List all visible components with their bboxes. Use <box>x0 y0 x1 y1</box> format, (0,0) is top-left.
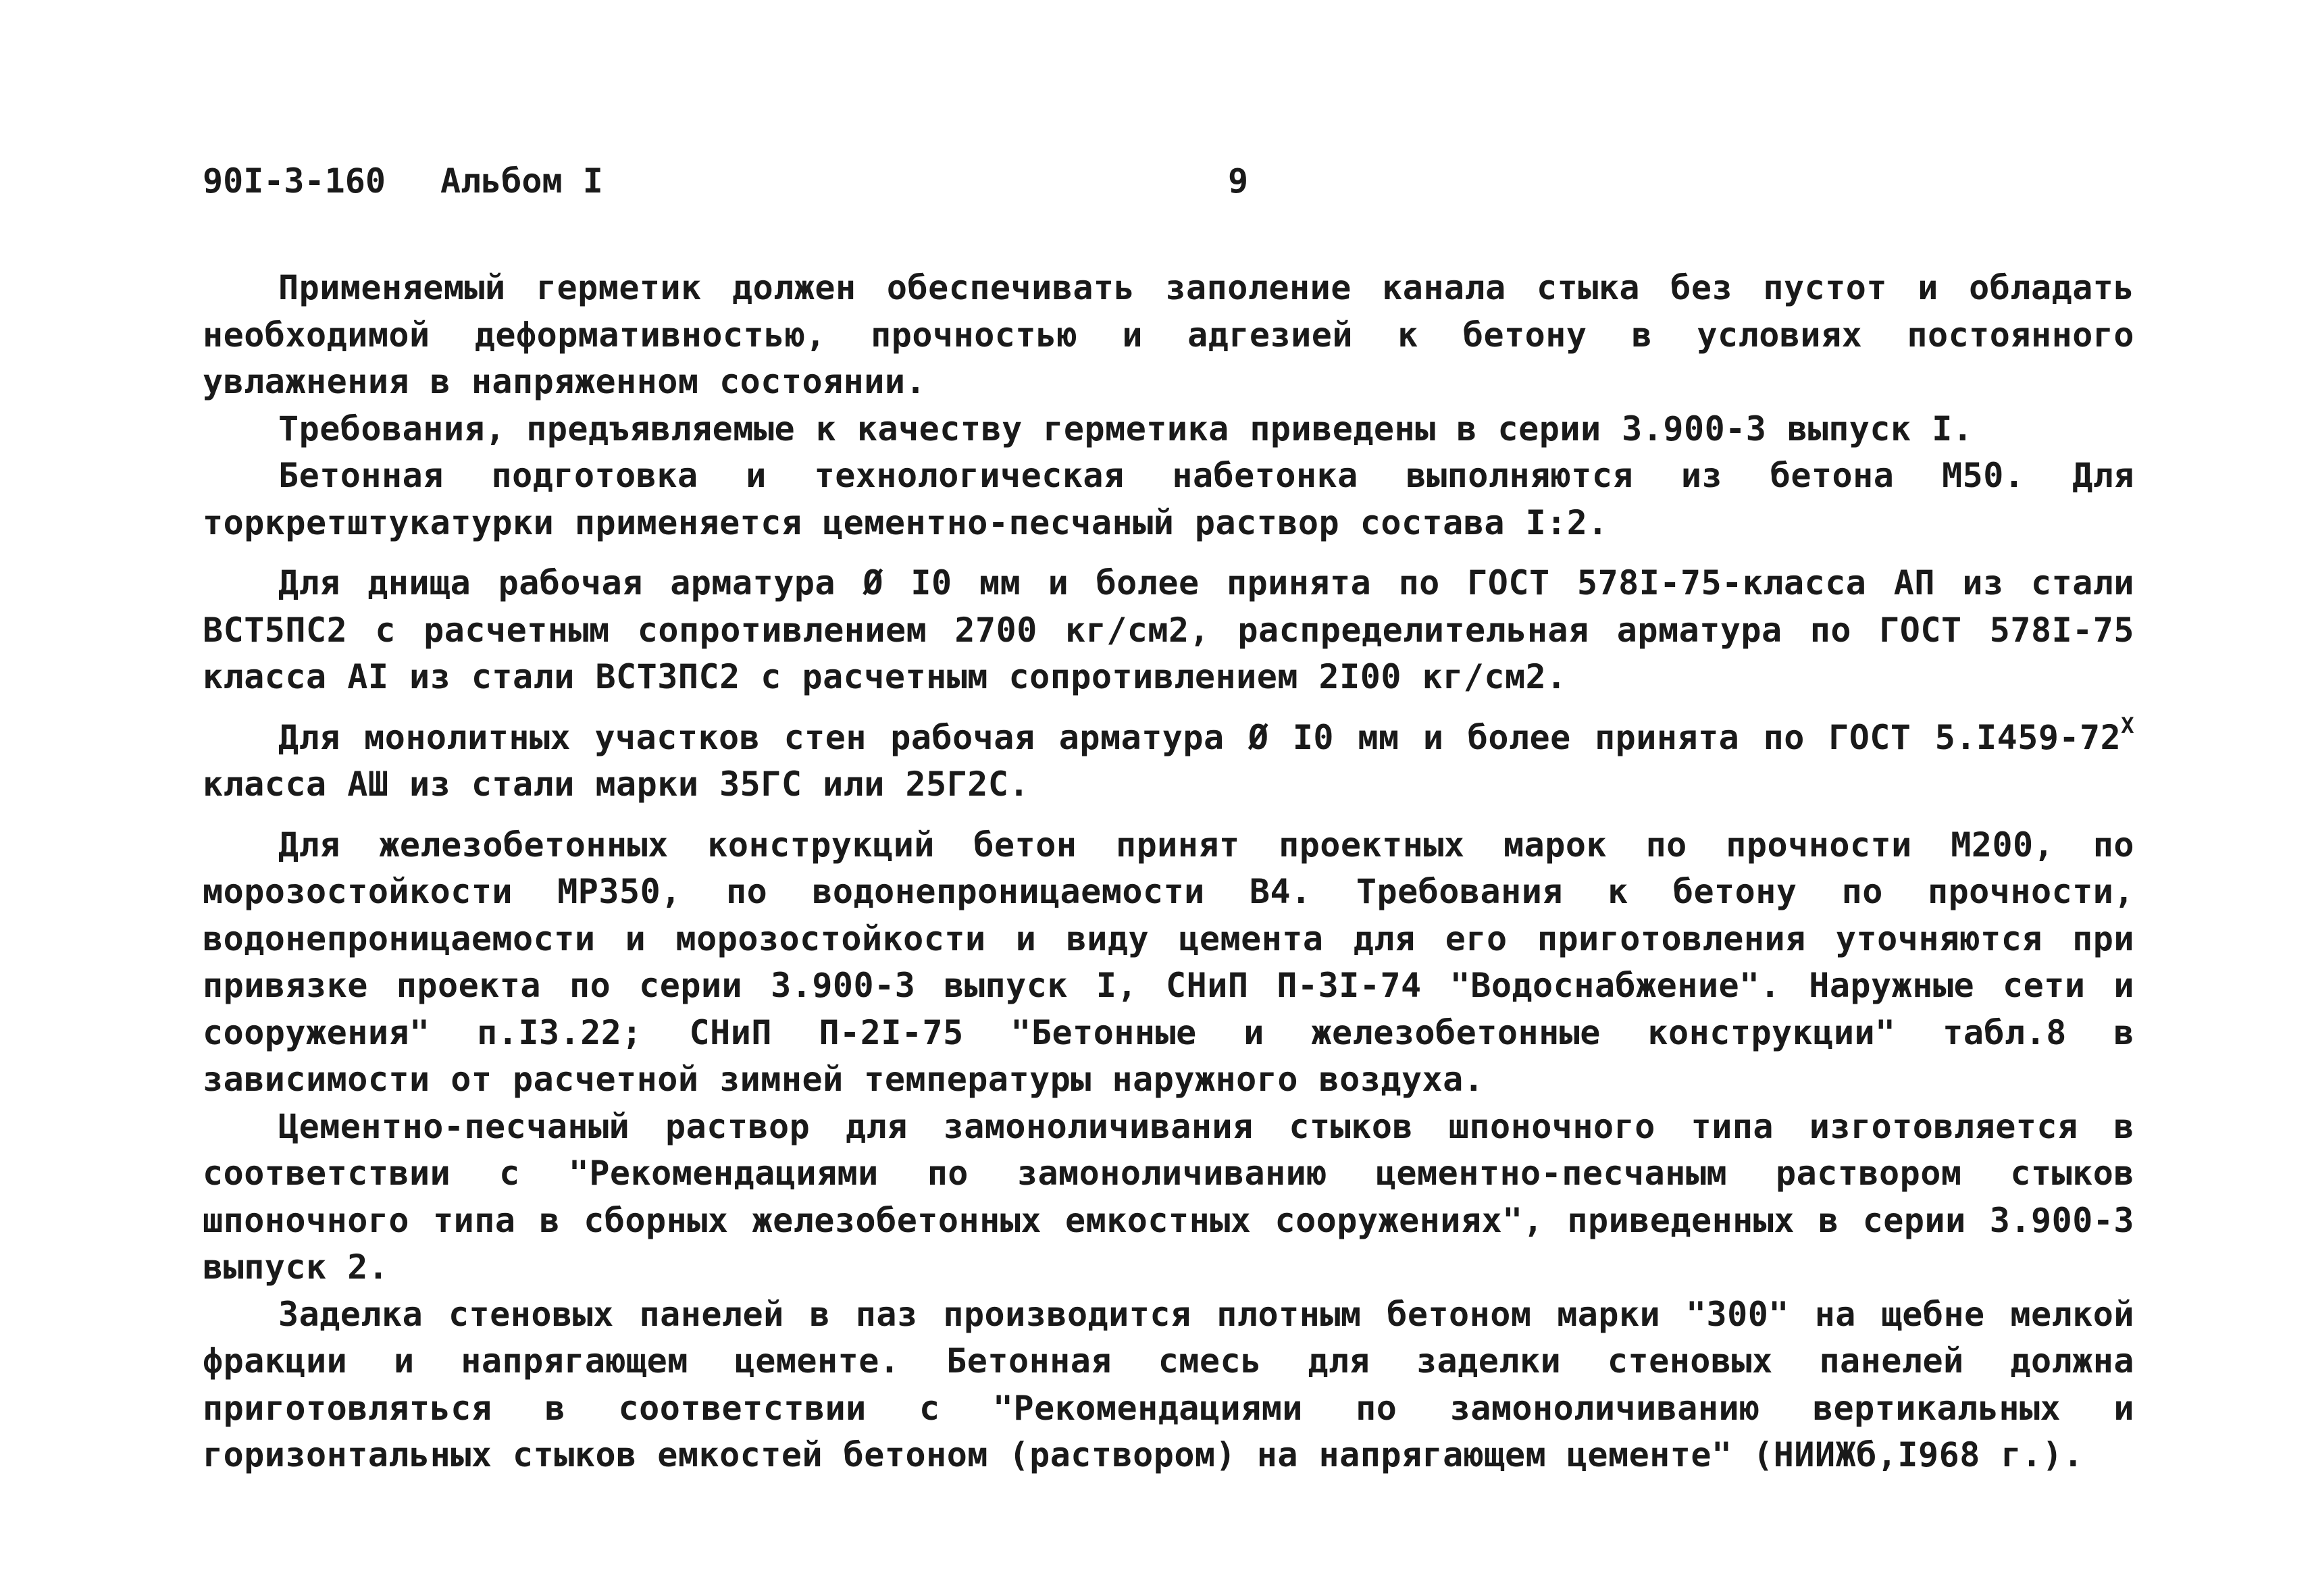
paragraph-sealant-requirements: Требования, предъявляемые к качеству герметика приведены в серии 3.900-3 выпуск I. <box>278 409 1974 448</box>
paragraph-wall-reinforcement-text-after: класса АШ из стали марки 35ГС или 25Г2С. <box>203 765 1030 804</box>
page-header <box>203 154 1959 208</box>
paragraph-wall-reinforcement-text: Для монолитных участков стен рабочая арматура Ø I0 мм и более принята по ГОСТ 5.I459-72 <box>278 717 2122 757</box>
superscript-mark: X <box>2121 712 2134 738</box>
paragraph-mortar: Цементно-песчаный раствор для замоноличивания стыков шпоночного типа изготовляется в соответствии с "Рекомендациями по замоноличиванию цементно-песчаным раствором стыков шпоночного типа в сборных железобетонных емкостных сооружениях", приведенных в серии 3.900-3 выпуск 2. <box>203 1106 2134 1287</box>
paragraph-wall-reinforcement <box>203 712 2134 808</box>
page-number: 9 <box>1228 161 1249 201</box>
paragraph-concrete-preparation: Бетонная подготовка и технологическая набетонка выполняются из бетона М50. Для торкретштукатурки применяется цементно-песчаный раствор состава I:2. <box>203 456 2134 542</box>
album-label: Альбом I <box>440 161 603 201</box>
document-code: 90I-3-160 <box>203 161 386 201</box>
paragraph-bottom-reinforcement: Для днища рабочая арматура Ø I0 мм и более принята по ГОСТ 578I-75-класса АП из стали ВСТ5ПС2 с расчетным сопротивлением 2700 кг/см2, распределительная арматура по ГОСТ 578I-75 класса АI из стали ВСТ3ПС2 с расчетным сопротивлением 2I00 кг/см2. <box>203 563 2134 696</box>
document-body <box>203 265 2134 1479</box>
paragraph-concrete-grades: Для железобетонных конструкций бетон принят проектных марок по прочности М200, по морозостойкости МР350, по водонепроницаемости В4. Требования к бетону по прочности, водонепроницаемости и морозостойкости и виду цемента для его приготовления уточняются при привязке проекта по серии 3.900-3 выпуск I, СНиП П-3I-74 "Водоснабжение". Наружные сети и сооружения" п.I3.22; СНиП П-2I-75 "Бетонные и железобетонные конструкции" табл.8 в зависимости от расчетной зимней температуры наружного воздуха. <box>203 825 2134 1099</box>
paragraph-panel-sealing: Заделка стеновых панелей в паз производится плотным бетоном марки "300" на щебне мелкой фракции и напрягающем цементе. Бетонная смесь для заделки стеновых панелей должна приготовляться в соответствии с "Рекомендациями по замоноличиванию вертикальных и горизонтальных стыков емкостей бетоном (раствором) на напрягающем цементе" (НИИЖб,I968 г.). <box>203 1294 2134 1474</box>
paragraph-sealant: Применяемый герметик должен обеспечивать заполение канала стыка без пустот и обладать необходимой деформативностью, прочностью и адгезией к бетону в условиях постоянного увлажнения в напряженном состоянии. <box>203 268 2134 401</box>
